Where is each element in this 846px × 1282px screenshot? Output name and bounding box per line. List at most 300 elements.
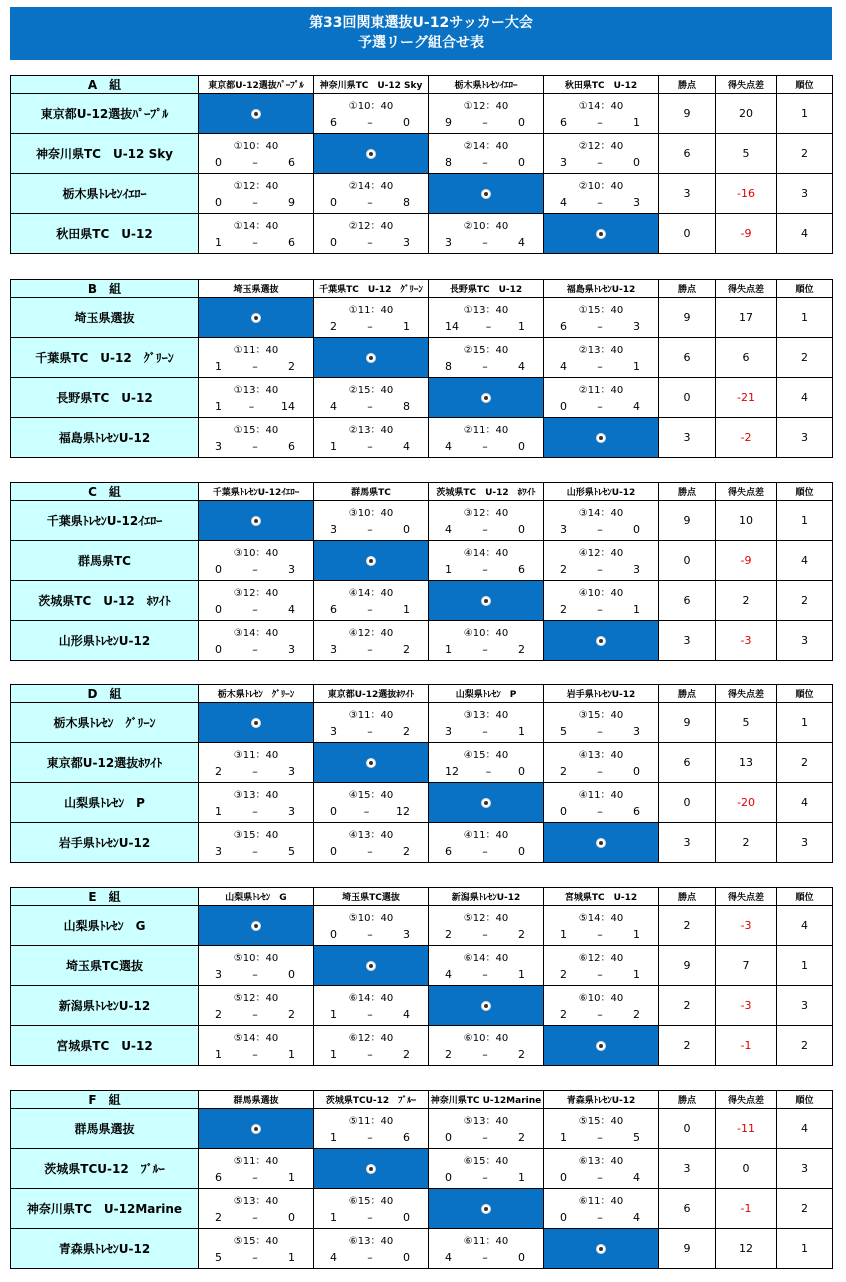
stat-header: 得失点差 [716, 76, 777, 94]
column-team-header: 群馬県選抜 [199, 1091, 314, 1109]
self-match-cell [429, 1189, 544, 1229]
soccer-ball-icon [481, 1204, 491, 1214]
goal-diff-cell: -21 [716, 378, 777, 418]
match-cell [199, 986, 314, 1026]
match-time: ④10：40 [578, 588, 624, 599]
table-row [11, 1026, 833, 1066]
goal-diff-cell: -3 [716, 986, 777, 1026]
score-dash: – [367, 643, 373, 656]
score-away: 3 [633, 725, 640, 738]
match-time: ②11：40 [578, 385, 624, 396]
match-time: ①10：40 [233, 141, 279, 152]
points-cell: 9 [659, 946, 716, 986]
rank-cell: 2 [777, 1189, 833, 1229]
match-time: ⑤11：40 [348, 1116, 394, 1127]
score-dash: – [597, 1171, 603, 1184]
soccer-ball-icon [366, 556, 376, 566]
score-away: 2 [403, 643, 410, 656]
match-cell [199, 743, 314, 783]
soccer-ball-icon [366, 758, 376, 768]
soccer-ball-icon [366, 961, 376, 971]
self-match-cell [199, 94, 314, 134]
score-away: 0 [633, 765, 640, 778]
soccer-ball-icon [251, 313, 261, 323]
score-dash: – [367, 1131, 373, 1144]
title-line-1: 第33回関東選抜U-12サッカー大会 [309, 15, 533, 31]
match-cell [199, 823, 314, 863]
score-home: 2 [560, 1008, 567, 1021]
score-dash: – [367, 928, 373, 941]
match-cell [199, 134, 314, 174]
match-time: ③10：40 [233, 548, 279, 559]
score-home: 0 [215, 196, 222, 209]
score-away: 2 [403, 1048, 410, 1061]
soccer-ball-icon [481, 1001, 491, 1011]
score-home: 0 [215, 643, 222, 656]
self-match-cell [314, 1149, 429, 1189]
match-time: ②14：40 [463, 141, 509, 152]
stat-header: 得失点差 [716, 685, 777, 703]
team-name: 千葉県ﾄﾚｾﾝU-12ｲｴﾛｰ [11, 501, 199, 541]
score-away: 4 [403, 1008, 410, 1021]
score-dash: – [482, 156, 488, 169]
score-home: 1 [560, 928, 567, 941]
score-dash: – [252, 360, 258, 373]
score-dash: – [252, 1211, 258, 1224]
match-score [560, 1211, 640, 1224]
match-time: ④11：40 [463, 830, 509, 841]
score-home: 0 [560, 805, 567, 818]
group-label: A 組 [11, 76, 199, 94]
score-dash: – [597, 196, 603, 209]
score-dash: – [252, 845, 258, 858]
score-home: 3 [215, 845, 222, 858]
match-time: ⑤15：40 [578, 1116, 624, 1127]
score-away: 1 [403, 320, 410, 333]
match-time: ③10：40 [348, 508, 394, 519]
match-time: ④11：40 [578, 790, 624, 801]
soccer-ball-icon [251, 109, 261, 119]
match-time: ①12：40 [463, 101, 509, 112]
group-table-4 [10, 887, 832, 1066]
match-score [560, 320, 640, 333]
score-home: 0 [215, 603, 222, 616]
score-dash: – [252, 1171, 258, 1184]
score-home: 1 [330, 440, 337, 453]
score-home: 2 [330, 320, 337, 333]
score-away: 3 [288, 765, 295, 778]
match-score [445, 563, 525, 576]
stat-header: 順位 [777, 483, 833, 501]
match-cell [314, 581, 429, 621]
score-dash: – [367, 320, 373, 333]
table-row [11, 906, 833, 946]
match-cell [429, 906, 544, 946]
rank-cell: 1 [777, 501, 833, 541]
match-cell [314, 214, 429, 254]
soccer-ball-icon [481, 393, 491, 403]
match-time: ③13：40 [463, 710, 509, 721]
score-dash: – [252, 765, 258, 778]
table-row [11, 581, 833, 621]
goal-diff-cell: -2 [716, 418, 777, 458]
score-dash: – [248, 400, 255, 413]
match-time: ⑥13：40 [578, 1156, 624, 1167]
score-dash: – [597, 968, 603, 981]
score-home: 1 [445, 563, 452, 576]
column-team-header: 神奈川県TC U-12 Sky [314, 76, 429, 94]
match-cell [314, 621, 429, 661]
score-home: 0 [445, 1131, 452, 1144]
rank-cell: 2 [777, 743, 833, 783]
soccer-ball-icon [251, 516, 261, 526]
match-time: ⑥15：40 [348, 1196, 394, 1207]
match-time: ⑥14：40 [463, 953, 509, 964]
match-score [560, 1008, 640, 1021]
match-time: ⑥13：40 [348, 1236, 394, 1247]
table-row [11, 1229, 833, 1269]
score-away: 1 [518, 1171, 525, 1184]
table-row [11, 134, 833, 174]
rank-cell: 3 [777, 174, 833, 214]
score-home: 1 [215, 1048, 222, 1061]
goal-diff-cell: 7 [716, 946, 777, 986]
title-banner [10, 7, 832, 60]
score-dash: – [597, 1008, 603, 1021]
match-time: ⑤15：40 [233, 1236, 279, 1247]
match-cell [199, 1149, 314, 1189]
score-home: 1 [215, 236, 222, 249]
score-away: 2 [518, 643, 525, 656]
match-time: ④12：40 [578, 548, 624, 559]
score-dash: – [367, 400, 373, 413]
match-time: ⑥11：40 [578, 1196, 624, 1207]
score-away: 5 [633, 1131, 640, 1144]
soccer-ball-icon [481, 798, 491, 808]
score-dash: – [367, 725, 373, 738]
stat-header: 勝点 [659, 483, 716, 501]
match-cell [429, 298, 544, 338]
match-time: ④14：40 [463, 548, 509, 559]
match-cell [544, 94, 659, 134]
match-time: ⑤13：40 [463, 1116, 509, 1127]
score-home: 3 [215, 968, 222, 981]
match-score [445, 1171, 525, 1184]
match-cell [544, 501, 659, 541]
score-away: 2 [288, 1008, 295, 1021]
self-match-cell [314, 134, 429, 174]
score-home: 0 [330, 845, 337, 858]
rank-cell: 2 [777, 1026, 833, 1066]
match-time: ②13：40 [578, 345, 624, 356]
match-score [215, 440, 295, 453]
score-home: 3 [445, 725, 452, 738]
match-cell [429, 1229, 544, 1269]
goal-diff-cell: -9 [716, 541, 777, 581]
match-cell [544, 743, 659, 783]
score-home: 2 [215, 765, 222, 778]
score-home: 5 [215, 1251, 222, 1264]
match-time: ①15：40 [233, 425, 279, 436]
score-away: 6 [518, 563, 525, 576]
score-home: 3 [560, 156, 567, 169]
score-away: 4 [633, 1171, 640, 1184]
goal-diff-cell: 10 [716, 501, 777, 541]
score-home: 1 [560, 1131, 567, 1144]
score-dash: – [482, 563, 488, 576]
table-row [11, 541, 833, 581]
match-time: ②15：40 [348, 385, 394, 396]
points-cell: 0 [659, 214, 716, 254]
score-home: 0 [560, 1171, 567, 1184]
points-cell: 9 [659, 501, 716, 541]
match-score [560, 360, 640, 373]
match-time: ①13：40 [233, 385, 279, 396]
stat-header: 勝点 [659, 1091, 716, 1109]
goal-diff-cell: 17 [716, 298, 777, 338]
team-name: 神奈川県TC U-12Marine [11, 1189, 199, 1229]
points-cell: 2 [659, 1026, 716, 1066]
match-score [330, 320, 410, 333]
match-time: ⑤10：40 [233, 953, 279, 964]
soccer-ball-icon [481, 189, 491, 199]
table-row [11, 378, 833, 418]
score-home: 8 [445, 156, 452, 169]
rank-cell: 3 [777, 986, 833, 1026]
score-home: 2 [445, 1048, 452, 1061]
match-score [445, 440, 525, 453]
match-time: ③13：40 [233, 790, 279, 801]
team-name: 千葉県TC U-12 ｸﾞﾘｰﾝ [11, 338, 199, 378]
team-name: 宮城県TC U-12 [11, 1026, 199, 1066]
match-cell [314, 174, 429, 214]
match-cell [314, 1189, 429, 1229]
match-score [445, 968, 525, 981]
table-row [11, 621, 833, 661]
score-away: 8 [403, 196, 410, 209]
goal-diff-cell: 5 [716, 134, 777, 174]
column-team-header: 埼玉県TC選抜 [314, 888, 429, 906]
match-cell [199, 418, 314, 458]
match-score [445, 156, 525, 169]
rank-cell: 4 [777, 783, 833, 823]
goal-diff-cell: -1 [716, 1026, 777, 1066]
match-score [330, 845, 410, 858]
self-match-cell [199, 1109, 314, 1149]
score-dash: – [252, 603, 258, 616]
score-dash: – [252, 236, 258, 249]
table-row [11, 338, 833, 378]
score-away: 1 [518, 968, 525, 981]
match-time: ②12：40 [578, 141, 624, 152]
rank-cell: 3 [777, 823, 833, 863]
score-dash: – [482, 643, 488, 656]
score-dash: – [363, 805, 370, 818]
score-dash: – [252, 1008, 258, 1021]
match-cell [314, 378, 429, 418]
score-home: 4 [330, 400, 337, 413]
score-dash: – [482, 1251, 488, 1264]
score-away: 2 [518, 1131, 525, 1144]
team-name: 群馬県選抜 [11, 1109, 199, 1149]
points-cell: 2 [659, 986, 716, 1026]
match-score [445, 643, 525, 656]
score-away: 3 [633, 196, 640, 209]
match-score [330, 1008, 410, 1021]
match-time: ③12：40 [233, 588, 279, 599]
score-dash: – [482, 968, 488, 981]
match-time: ③14：40 [233, 628, 279, 639]
match-cell [314, 823, 429, 863]
score-away: 2 [518, 1048, 525, 1061]
points-cell: 9 [659, 94, 716, 134]
match-cell [429, 946, 544, 986]
self-match-cell [314, 338, 429, 378]
rank-cell: 4 [777, 1109, 833, 1149]
score-dash: – [597, 928, 603, 941]
match-score [215, 603, 295, 616]
score-home: 4 [560, 360, 567, 373]
match-score [445, 320, 525, 333]
match-time: ①10：40 [348, 101, 394, 112]
match-cell [544, 906, 659, 946]
score-home: 5 [560, 725, 567, 738]
column-team-header: 埼玉県選抜 [199, 280, 314, 298]
score-away: 2 [403, 725, 410, 738]
match-cell [544, 783, 659, 823]
self-match-cell [314, 541, 429, 581]
self-match-cell [429, 783, 544, 823]
score-away: 0 [518, 116, 525, 129]
match-time: ④15：40 [348, 790, 394, 801]
match-cell [544, 1109, 659, 1149]
rank-cell: 2 [777, 338, 833, 378]
soccer-ball-icon [251, 921, 261, 931]
score-home: 1 [330, 1211, 337, 1224]
match-time: ⑥14：40 [348, 993, 394, 1004]
score-home: 2 [560, 603, 567, 616]
score-away: 0 [403, 116, 410, 129]
soccer-ball-icon [596, 433, 606, 443]
score-home: 3 [215, 440, 222, 453]
match-score [330, 1251, 410, 1264]
match-score [215, 1251, 295, 1264]
score-home: 3 [560, 523, 567, 536]
match-score [215, 1008, 295, 1021]
match-cell [429, 621, 544, 661]
soccer-ball-icon [596, 229, 606, 239]
score-dash: – [482, 440, 488, 453]
match-cell [429, 214, 544, 254]
self-match-cell [199, 906, 314, 946]
stat-header: 順位 [777, 76, 833, 94]
score-away: 0 [518, 845, 525, 858]
match-cell [314, 501, 429, 541]
self-match-cell [429, 378, 544, 418]
score-dash: – [252, 805, 258, 818]
points-cell: 2 [659, 906, 716, 946]
match-cell [544, 1189, 659, 1229]
score-away: 4 [403, 440, 410, 453]
group-label: D 組 [11, 685, 199, 703]
column-team-header: 茨城県TC U-12 ﾎﾜｲﾄ [429, 483, 544, 501]
match-score [330, 805, 410, 818]
match-cell [544, 134, 659, 174]
points-cell: 0 [659, 1109, 716, 1149]
match-score [445, 1048, 525, 1061]
match-time: ⑥11：40 [463, 1236, 509, 1247]
score-away: 2 [633, 1008, 640, 1021]
group-table-3 [10, 684, 832, 863]
match-score [215, 1048, 295, 1061]
score-away: 2 [403, 845, 410, 858]
rank-cell: 3 [777, 621, 833, 661]
rank-cell: 4 [777, 541, 833, 581]
score-dash: – [252, 196, 258, 209]
goal-diff-cell: -20 [716, 783, 777, 823]
team-name: 山形県ﾄﾚｾﾝU-12 [11, 621, 199, 661]
points-cell: 6 [659, 581, 716, 621]
score-away: 1 [633, 116, 640, 129]
self-match-cell [199, 298, 314, 338]
score-dash: – [367, 196, 373, 209]
score-home: 1 [330, 1048, 337, 1061]
match-cell [544, 986, 659, 1026]
self-match-cell [314, 743, 429, 783]
match-score [215, 1211, 295, 1224]
match-score [560, 1131, 640, 1144]
score-dash: – [367, 845, 373, 858]
match-time: ④14：40 [348, 588, 394, 599]
match-time: ①14：40 [578, 101, 624, 112]
rank-cell: 2 [777, 581, 833, 621]
score-away: 3 [403, 236, 410, 249]
soccer-ball-icon [596, 838, 606, 848]
score-away: 14 [281, 400, 295, 413]
score-away: 3 [288, 805, 295, 818]
match-cell [544, 703, 659, 743]
score-away: 0 [518, 440, 525, 453]
match-cell [544, 298, 659, 338]
match-time: ①13：40 [463, 305, 509, 316]
match-score [215, 1171, 295, 1184]
score-away: 3 [288, 643, 295, 656]
score-home: 4 [445, 440, 452, 453]
match-cell [429, 94, 544, 134]
score-away: 4 [633, 400, 640, 413]
score-away: 3 [403, 928, 410, 941]
match-time: ⑤12：40 [463, 913, 509, 924]
group-table-2 [10, 482, 832, 661]
match-score [330, 116, 410, 129]
team-name: 秋田県TC U-12 [11, 214, 199, 254]
match-cell [544, 378, 659, 418]
match-score [560, 116, 640, 129]
table-row [11, 1149, 833, 1189]
score-away: 3 [633, 320, 640, 333]
score-dash: – [367, 1251, 373, 1264]
rank-cell: 4 [777, 906, 833, 946]
points-cell: 0 [659, 783, 716, 823]
score-away: 1 [633, 603, 640, 616]
score-dash: – [482, 845, 488, 858]
match-time: ①11：40 [348, 305, 394, 316]
column-team-header: 青森県ﾄﾚｾﾝU-12 [544, 1091, 659, 1109]
team-name: 群馬県TC [11, 541, 199, 581]
score-home: 6 [560, 116, 567, 129]
score-away: 1 [633, 968, 640, 981]
score-dash: – [597, 320, 603, 333]
